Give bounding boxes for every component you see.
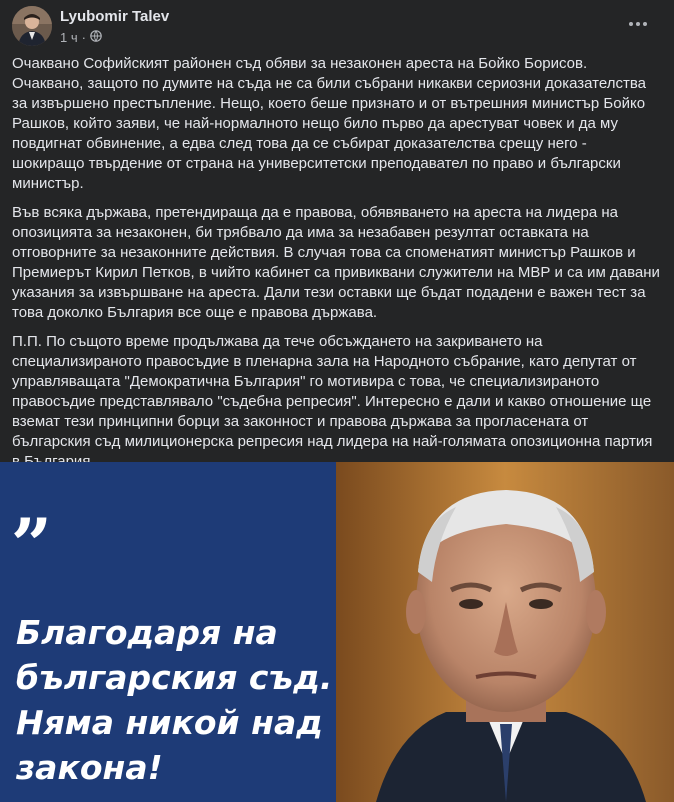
globe-icon	[90, 30, 102, 45]
post-paragraph: Очаквано Софийският районен съд обяви за незаконен ареста на Бойко Борисов. Очаквано, защото по думите на съда не са били събрани никакви сериозни доказателства за извършено престъпление. Нещо, което беше признато и от вътрешния министър Бойко Рашков, който заяви, че най-нормалното нещо било първо да арестуват човек и да му повдигнат обвинение, а едва след това да се събират доказателства срещу него - шокиращо твърдение от страна на университетски преподавател по право и български министър.	[12, 55, 646, 192]
portrait-photo	[336, 462, 674, 802]
quote-panel	[0, 462, 336, 802]
post-text	[12, 54, 662, 481]
post-image[interactable]	[0, 462, 674, 802]
quote-line: закона!	[16, 748, 163, 787]
post-paragraph: П.П. По същото време продължава да тече обсъждането на закриването на специализираното правосъдие в пленарна зала на Народното събрание, като депутат от управляващата "Демократична България" го мотивира с това, че специализираното правосъдие представлявало "съдебна репресия". Интересно е дали и какво отношение ще вземат тези принципни борци за законност и правова държава за прогласената от българския съд милиционерска репресия над лидера на най-голямата опозиционна партия	[12, 333, 653, 450]
quote-line: Няма никой над	[16, 703, 323, 742]
post-paragraph: Във всяка държава, претендираща да е правова, обявяването на ареста на лидера на опозицията за незаконен, би трябвало да има за незабавен резултат оставката на отговорните за незаконните действия. В случая това са споменатият министър Рашков и Премиерът Кирил Петков, в чийто кабинет са привиквани служители на МВР и са им давани указания за извършване на ареста. Дали тези оставки ще бъдат подадени е важен тест за това доколко България все още е правова държава.	[12, 204, 660, 321]
quote-line: Благодаря на	[16, 613, 278, 652]
post-time[interactable]: 1 ч	[60, 30, 78, 45]
quote-line: българския съд.	[16, 658, 333, 697]
quote-text	[16, 610, 336, 790]
author-name[interactable]: Lyubomir Talev	[60, 8, 170, 25]
author-avatar[interactable]	[12, 6, 52, 46]
post-meta: 1 ч ·	[60, 30, 102, 45]
more-options-icon[interactable]	[626, 12, 650, 36]
post-header	[0, 0, 674, 50]
quote-mark: „	[12, 462, 54, 546]
